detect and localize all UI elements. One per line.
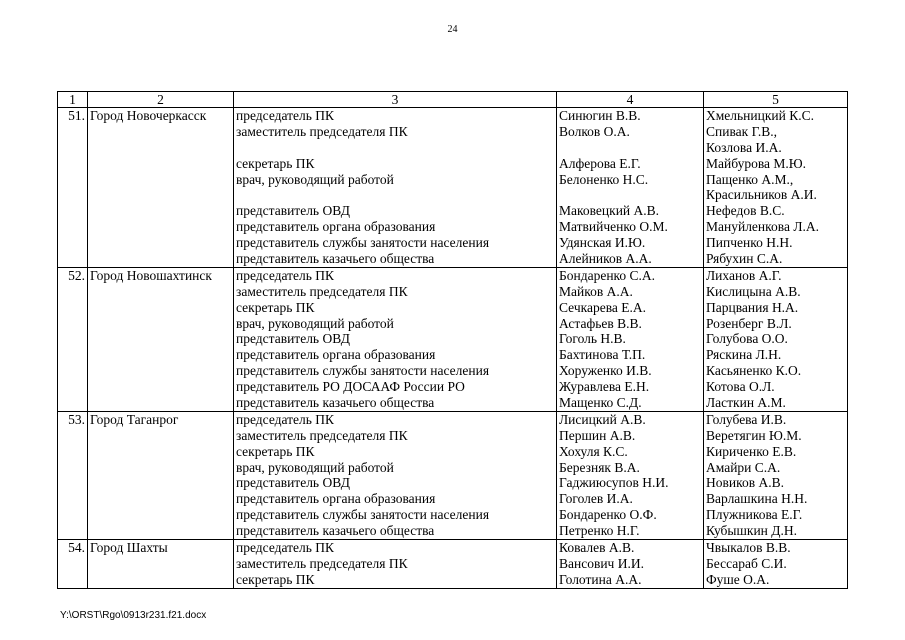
header-cell-3: 3 xyxy=(234,92,557,108)
row-number: 53. xyxy=(58,411,88,539)
main-member-line: Белоненко Н.С. xyxy=(559,171,649,187)
role-line: секретарь ПК xyxy=(236,571,315,587)
role-line: председатель ПК xyxy=(236,540,335,556)
reserve-member-line: Мануйленкова Л.А. xyxy=(706,219,819,235)
reserve-member-line: Голубева И.В. xyxy=(706,411,787,427)
reserve-member-line: Ласткин А.М. xyxy=(706,395,786,411)
reserve-member-line: Хмельницкий К.С. xyxy=(706,108,814,123)
city-name: Город Таганрог xyxy=(88,411,234,539)
row-number: 51. xyxy=(58,108,88,268)
reserve-member-line: Козлова И.А. xyxy=(706,139,782,155)
commission-table xyxy=(57,91,848,589)
main-member-line: Волков О.А. xyxy=(559,123,630,139)
header-cell-1: 1 xyxy=(58,92,88,108)
city-name: Город Новошахтинск xyxy=(88,267,234,411)
main-member-line: Першин А.В. xyxy=(559,427,636,443)
role-line: секретарь ПК xyxy=(236,299,315,315)
reserve-member-line: Веретягин Ю.М. xyxy=(706,427,802,443)
role-line: представитель ОВД xyxy=(236,203,350,219)
main-member-line: Матвийченко О.М. xyxy=(559,219,668,235)
role-line: представитель РО ДОСААФ России РО xyxy=(236,379,465,395)
role-line: секретарь ПК xyxy=(236,155,315,171)
main-member-line: Лисицкий А.В. xyxy=(559,411,646,427)
main-member-cell xyxy=(557,540,704,589)
role-line: представитель органа образования xyxy=(236,491,436,507)
role-line: представитель казачьего общества xyxy=(236,251,435,267)
role-line: заместитель председателя ПК xyxy=(236,283,408,299)
reserve-member-line: Розенберг В.Л. xyxy=(706,315,792,331)
reserve-member-line: Ряскина Л.Н. xyxy=(706,347,782,363)
main-member-line: Березняк В.А. xyxy=(559,459,640,475)
reserve-member-line: Плужникова Е.Г. xyxy=(706,507,803,523)
page-number: 24 xyxy=(447,24,458,35)
main-member-line: Петренко Н.Г. xyxy=(559,523,640,539)
reserve-member-line: Котова О.Л. xyxy=(706,379,775,395)
role-line: врач, руководящий работой xyxy=(236,459,394,475)
main-member-line: Вансович И.И. xyxy=(559,555,644,571)
reserve-member-cell xyxy=(704,540,848,589)
main-member-line: Майков А.А. xyxy=(559,283,633,299)
reserve-member-line: Рябухин С.А. xyxy=(706,251,783,267)
role-line xyxy=(236,140,554,156)
main-member-line: Бахтинова Т.П. xyxy=(559,347,646,363)
reserve-member-line: Бессараб С.И. xyxy=(706,555,787,571)
role-line: заместитель председателя ПК xyxy=(236,427,408,443)
role-line: представитель казачьего общества xyxy=(236,395,435,411)
header-cell-5: 5 xyxy=(704,92,848,108)
table-row xyxy=(58,108,848,268)
main-member-line: Маковецкий А.В. xyxy=(559,203,660,219)
reserve-member-line: Кислицына А.В. xyxy=(706,283,801,299)
main-member-line: Голотина А.А. xyxy=(559,571,642,587)
reserve-member-line: Пащенко А.М., xyxy=(706,171,794,187)
main-member-line: Бондаренко О.Ф. xyxy=(559,507,657,523)
main-member-line: Удянская И.Ю. xyxy=(559,235,646,251)
main-member-line: Сечкарева Е.А. xyxy=(559,299,647,315)
role-line: представитель ОВД xyxy=(236,475,350,491)
reserve-member-line: Парцвания Н.А. xyxy=(706,299,799,315)
main-member-line xyxy=(559,187,701,203)
reserve-member-line: Кубышкин Д.Н. xyxy=(706,523,797,539)
reserve-member-line: Лиханов А.Г. xyxy=(706,267,782,283)
role-cell xyxy=(234,540,557,589)
role-line: представитель органа образования xyxy=(236,219,436,235)
role-line: врач, руководящий работой xyxy=(236,315,394,331)
reserve-member-line: Майбурова М.Ю. xyxy=(706,155,807,171)
reserve-member-line: Новиков А.В. xyxy=(706,475,784,491)
role-line: секретарь ПК xyxy=(236,443,315,459)
file-path-footer: Y:\ORST\Rgo\0913r231.f21.docx xyxy=(60,610,207,621)
header-row xyxy=(58,92,848,108)
main-member-line: Гоголь Н.В. xyxy=(559,331,626,347)
main-member-line: Хохуля К.С. xyxy=(559,443,628,459)
reserve-member-cell xyxy=(704,108,848,268)
table-body xyxy=(58,92,848,589)
header-cell-4: 4 xyxy=(557,92,704,108)
role-cell xyxy=(234,108,557,268)
main-member-line: Хоруженко И.В. xyxy=(559,363,652,379)
reserve-member-line: Чвыкалов В.В. xyxy=(706,540,791,556)
role-line: представитель казачьего общества xyxy=(236,523,435,539)
table-row xyxy=(58,411,848,539)
main-member-line: Гаджиюсупов Н.И. xyxy=(559,475,669,491)
reserve-member-line: Кириченко Е.В. xyxy=(706,443,797,459)
main-member-cell xyxy=(557,267,704,411)
role-line: представитель ОВД xyxy=(236,331,350,347)
reserve-member-line: Красильников А.И. xyxy=(706,187,817,203)
table-row xyxy=(58,540,848,589)
main-member-line: Алферова Е.Г. xyxy=(559,155,641,171)
role-line: представитель службы занятости населения xyxy=(236,235,490,251)
city-name: Город Новочеркасск xyxy=(88,108,234,268)
reserve-member-line: Спивак Г.В., xyxy=(706,123,777,139)
main-member-line: Мащенко С.Д. xyxy=(559,395,642,411)
main-member-line: Ковалев А.В. xyxy=(559,540,635,556)
row-number: 52. xyxy=(58,267,88,411)
reserve-member-line: Амайри С.А. xyxy=(706,459,781,475)
role-line: заместитель председателя ПК xyxy=(236,123,408,139)
role-cell xyxy=(234,267,557,411)
role-cell xyxy=(234,411,557,539)
role-line: заместитель председателя ПК xyxy=(236,555,408,571)
reserve-member-line: Фуше О.А. xyxy=(706,571,770,587)
row-number: 54. xyxy=(58,540,88,589)
main-member-line: Журавлева Е.Н. xyxy=(559,379,650,395)
header-cell-2: 2 xyxy=(88,92,234,108)
main-member-cell xyxy=(557,411,704,539)
reserve-member-line: Пипченко Н.Н. xyxy=(706,235,793,251)
reserve-member-cell xyxy=(704,411,848,539)
main-member-line: Гоголев И.А. xyxy=(559,491,633,507)
reserve-member-line: Варлашкина Н.Н. xyxy=(706,491,808,507)
role-line: представитель службы занятости населения xyxy=(236,507,490,523)
main-member-cell xyxy=(557,108,704,268)
reserve-member-line: Голубова О.О. xyxy=(706,331,788,347)
role-line: врач, руководящий работой xyxy=(236,171,394,187)
main-member-line: Бондаренко С.А. xyxy=(559,267,656,283)
role-line: представитель органа образования xyxy=(236,347,436,363)
city-name: Город Шахты xyxy=(88,540,234,589)
reserve-member-line: Касьяненко К.О. xyxy=(706,363,802,379)
reserve-member-line: Нефедов В.С. xyxy=(706,203,785,219)
role-line: представитель службы занятости населения xyxy=(236,363,490,379)
role-line: председатель ПК xyxy=(236,411,335,427)
reserve-member-cell xyxy=(704,267,848,411)
role-line: председатель ПК xyxy=(236,267,335,283)
table-row xyxy=(58,267,848,411)
main-member-line: Синюгин В.В. xyxy=(559,108,641,123)
main-member-line: Астафьев В.В. xyxy=(559,315,642,331)
role-line xyxy=(236,187,554,203)
main-member-line: Алейников А.А. xyxy=(559,251,652,267)
role-line: председатель ПК xyxy=(236,108,335,123)
main-member-line xyxy=(559,140,701,156)
